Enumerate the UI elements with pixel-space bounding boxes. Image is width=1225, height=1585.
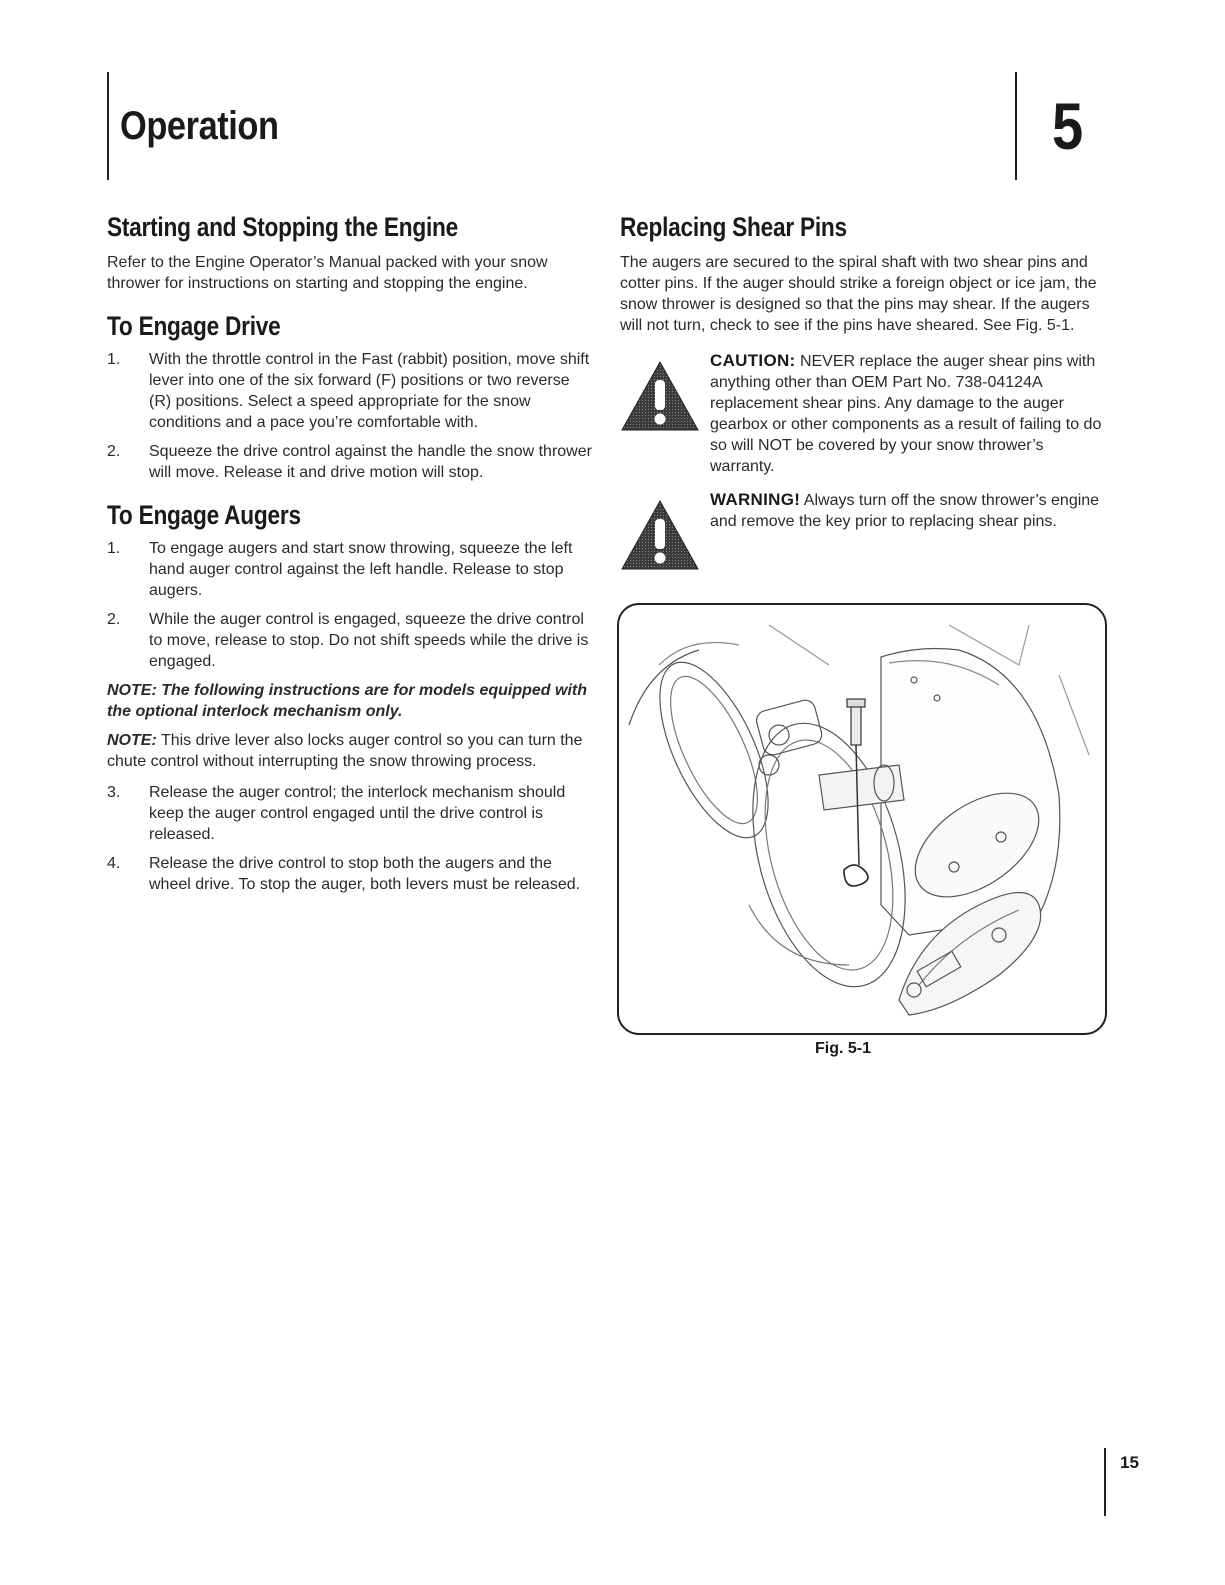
caution-label: CAUTION:	[710, 351, 796, 370]
step-text: Release the drive control to stop both the augers and the wheel drive. To stop the auger, both levers must be released.	[149, 855, 581, 893]
step-number: 3.	[107, 784, 121, 801]
list-item	[107, 782, 594, 845]
list-item	[107, 441, 594, 483]
figure-caption: Fig. 5-1	[815, 1040, 872, 1057]
section-title-starting-stopping: Starting and Stopping the Engine	[107, 212, 459, 242]
page-number: 15	[1120, 1453, 1139, 1472]
warning-body: Always turn off the snow thrower’s engine and remove the key prior to replacing shear pins.	[710, 492, 1100, 530]
list-item	[107, 538, 594, 601]
step-number: 1.	[107, 540, 121, 557]
left-column	[107, 210, 594, 903]
header-rule-right	[1015, 72, 1017, 180]
list-item	[107, 853, 594, 895]
step-text: With the throttle control in the Fast (rabbit) position, move shift lever into one of the six forward (F) positions or two reverse (R) positions. Select a speed appropriate for the snow conditions and a pace you’re comfortable with.	[149, 351, 590, 431]
figure-shear-pin-illustration	[617, 603, 1107, 1035]
step-text: To engage augers and start snow throwing, squeeze the left hand auger control against the left handle. Release to stop augers.	[149, 540, 573, 599]
right-column	[620, 210, 1106, 599]
shear-pins-intro: The augers are secured to the spiral shaft with two shear pins and cotter pins. If the auger should strike a foreign object or ice jam, the snow thrower is designed so that the pins may shear. If the augers will not turn, check to see if the pins have sheared. See Fig. 5-1.	[620, 254, 1097, 334]
step-text: While the auger control is engaged, squeeze the drive control to move, release to stop. Do not shift speeds while the drive is engaged.	[149, 611, 589, 670]
header-rule-left	[107, 72, 109, 180]
caution-body: NEVER replace the auger shear pins with anything other than OEM Part No. 738-04124A replacement shear pins. Any damage to the auger gearbox or other components as a result of failing to do so will NOT be covered by your snow thrower’s warranty.	[710, 353, 1102, 475]
warning-block	[620, 489, 1106, 599]
warning-label: WARNING!	[710, 490, 801, 509]
step-number: 4.	[107, 855, 121, 872]
step-text: Squeeze the drive control against the handle the snow thrower will move. Release it and drive motion will stop.	[149, 443, 592, 481]
step-number: 1.	[107, 351, 121, 368]
list-item	[107, 349, 594, 433]
caution-block	[620, 350, 1106, 477]
chapter-title: Operation	[120, 104, 279, 148]
note-text: This drive lever also locks auger control so you can turn the chute control without interrupting the snow throwing process.	[107, 732, 583, 770]
footer-rule	[1104, 1448, 1106, 1516]
warning-text	[710, 489, 1106, 532]
step-number: 2.	[107, 611, 121, 628]
interlock-steps	[107, 782, 594, 895]
warning-triangle-icon	[620, 499, 700, 571]
list-item	[107, 609, 594, 672]
note-label: NOTE:	[107, 732, 157, 749]
section-title-engage-drive: To Engage Drive	[107, 311, 281, 341]
chapter-number: 5	[1052, 89, 1084, 163]
section-title-engage-augers: To Engage Augers	[107, 500, 301, 530]
step-text: Release the auger control; the interlock mechanism should keep the auger control engaged until the drive control is released.	[149, 784, 566, 843]
warning-triangle-icon	[620, 360, 700, 432]
step-number: 2.	[107, 443, 121, 460]
section-intro-starting-stopping: Refer to the Engine Operator’s Manual packed with your snow thrower for instructions on starting and stopping the engine.	[107, 254, 548, 292]
caution-text	[710, 350, 1106, 477]
auger-housing-illustration	[619, 605, 1105, 1033]
section-title-replacing-shear-pins: Replacing Shear Pins	[620, 212, 847, 242]
drive-lever-note	[107, 730, 594, 772]
engage-drive-steps	[107, 349, 594, 483]
engage-augers-steps	[107, 538, 594, 672]
interlock-note: NOTE: The following instructions are for models equipped with the optional interlock mechanism only.	[107, 682, 588, 720]
